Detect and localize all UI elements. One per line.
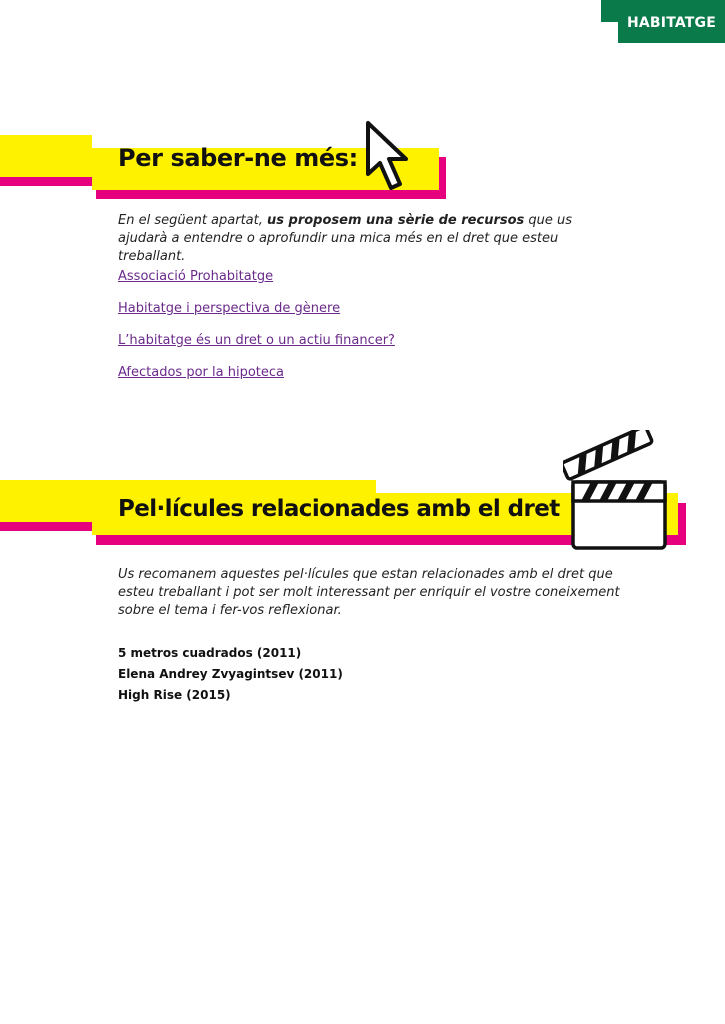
section1-intro-bold: us proposem una sèrie de recursos (267, 213, 525, 228)
link-associacio-prohabitatge[interactable]: Associació Prohabitatge (118, 269, 274, 284)
section1-intro (118, 212, 623, 266)
section1-title: Per saber-ne més: (118, 144, 358, 172)
film-item: 5 metros cuadrados (2011) (118, 646, 302, 660)
link-afectados-hipoteca[interactable]: Afectados por la hipoteca (118, 365, 284, 380)
section2-title: Pel·lícules relacionades amb el dret (118, 496, 560, 522)
film-item: High Rise (2015) (118, 688, 231, 702)
film-item: Elena Andrey Zvyagintsev (2011) (118, 667, 343, 681)
section2-highlight-pink (0, 522, 92, 531)
section1-highlight-pink (0, 177, 92, 186)
link-habitatge-dret-actiu[interactable]: L’habitatge és un dret o un actiu financer? (118, 333, 395, 348)
clapperboard-icon (563, 430, 671, 554)
section1-intro-text: En el següent apartat, (118, 213, 268, 228)
section2-intro: Us recomanem aquestes pel·lícules que estan relacionades amb el dret que esteu treballant i pot ser molt interessant per enriquir el vostre coneixement sobre el tema i fer-vos reflexionar. (118, 567, 620, 618)
link-habitatge-perspectiva-genere[interactable]: Habitatge i perspectiva de gènere (118, 301, 341, 316)
header-tag: HABITATGE (618, 3, 725, 43)
section1-intro-text-end: que us ajudarà a entendre o aprofundir una mica més en el dret que esteu treballant. (118, 213, 573, 264)
cursor-arrow-icon (360, 118, 420, 196)
section1-highlight-yellow (0, 135, 92, 177)
